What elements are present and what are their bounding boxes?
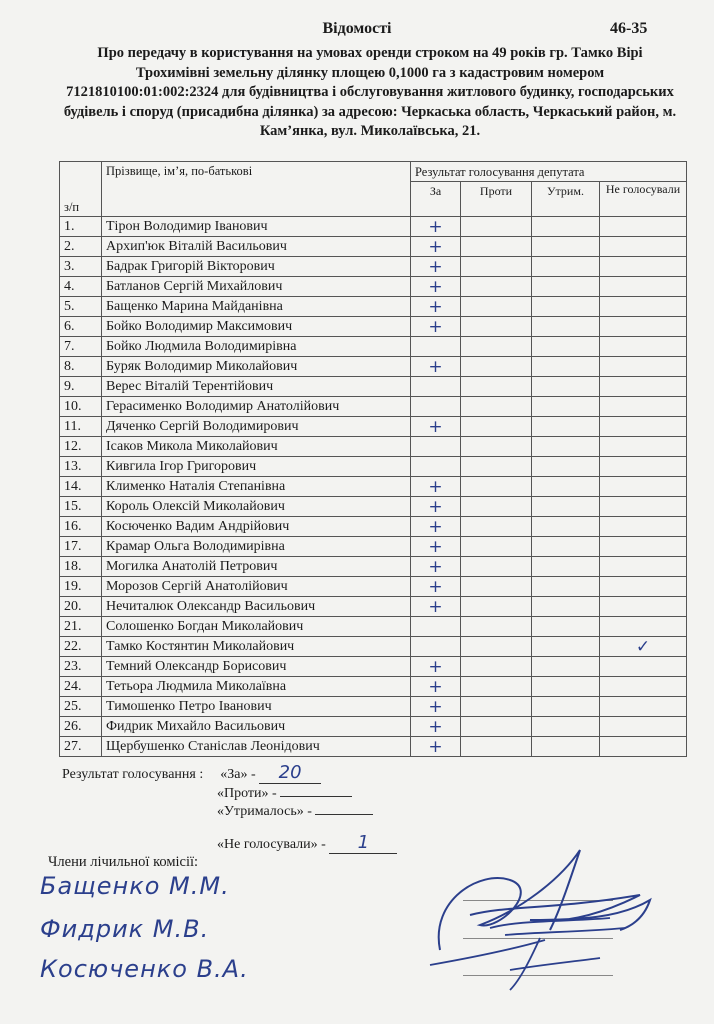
results-abstain-label: «Утрималось» - (217, 804, 312, 819)
vote-abstain-cell (532, 577, 600, 597)
table-row (60, 297, 687, 317)
row-number: 20. (60, 597, 102, 617)
vote-against-cell (461, 517, 532, 537)
vote-abstain-cell (532, 657, 600, 677)
vote-notvoted-cell (600, 237, 687, 257)
vote-against-cell (461, 597, 532, 617)
vote-for-cell (411, 617, 461, 637)
vote-for-cell: + (411, 217, 461, 237)
vote-for-cell: + (411, 737, 461, 757)
results-for-value: 20 (278, 762, 302, 783)
table-row (60, 277, 687, 297)
row-number: 27. (60, 737, 102, 757)
row-name: Герасименко Володимир Анатолійович (102, 397, 411, 417)
row-name: Морозов Сергій Анатолійович (102, 577, 411, 597)
vote-for-cell (411, 437, 461, 457)
row-number: 26. (60, 717, 102, 737)
results-line-for (62, 762, 321, 784)
vote-for-cell: + (411, 357, 461, 377)
row-name: Король Олексій Миколайович (102, 497, 411, 517)
row-number: 2. (60, 237, 102, 257)
table-row (60, 397, 687, 417)
table-row (60, 237, 687, 257)
row-name: Тимошенко Петро Іванович (102, 697, 411, 717)
vote-abstain-cell (532, 237, 600, 257)
vote-notvoted-cell (600, 437, 687, 457)
header-for: За (411, 182, 461, 217)
row-number: 22. (60, 637, 102, 657)
vote-against-cell (461, 697, 532, 717)
table-row (60, 537, 687, 557)
vote-against-cell (461, 357, 532, 377)
vote-for-cell (411, 457, 461, 477)
vote-abstain-cell (532, 477, 600, 497)
results-notvoted-value: 1 (357, 832, 370, 853)
row-name: Дяченко Сергій Володимирович (102, 417, 411, 437)
vote-notvoted-cell (600, 657, 687, 677)
vote-abstain-cell (532, 537, 600, 557)
table-row (60, 377, 687, 397)
doc-subtitle: Про передачу в користування на умовах оренди строком на 49 років гр. Тамко Вірі Трохимівні земельну ділянку площею 0,1000 га з кадастровим номером 7121810100:01:002:2324 для будівництва і обслуговування житлового будинку, господарських будівель і споруд (присадибна ділянка) за адресою: Черкаська область, Черкаський район, м. Кам’янка, вул. Миколаївська, 21. (63, 45, 677, 139)
vote-for-cell: + (411, 297, 461, 317)
table-row (60, 637, 687, 657)
vote-abstain-cell (532, 217, 600, 237)
row-number: 10. (60, 397, 102, 417)
vote-for-cell (411, 397, 461, 417)
row-name: Бащенко Марина Майданівна (102, 297, 411, 317)
vote-notvoted-cell (600, 397, 687, 417)
table-row (60, 457, 687, 477)
vote-for-cell: + (411, 577, 461, 597)
row-number: 5. (60, 297, 102, 317)
vote-abstain-cell (532, 377, 600, 397)
vote-abstain-cell (532, 437, 600, 457)
vote-against-cell (461, 437, 532, 457)
row-name: Темний Олександр Борисович (102, 657, 411, 677)
vote-abstain-cell (532, 337, 600, 357)
vote-for-cell (411, 637, 461, 657)
header-result: Результат голосування депутата (411, 162, 687, 182)
row-name: Тетьора Людмила Миколаївна (102, 677, 411, 697)
table-row (60, 717, 687, 737)
row-number: 3. (60, 257, 102, 277)
row-name: Кивгила Ігор Григорович (102, 457, 411, 477)
vote-notvoted-cell (600, 517, 687, 537)
row-number: 19. (60, 577, 102, 597)
row-name: Бойко Володимир Максимович (102, 317, 411, 337)
table-row (60, 597, 687, 617)
vote-for-cell: + (411, 677, 461, 697)
row-number: 18. (60, 557, 102, 577)
vote-notvoted-cell (600, 477, 687, 497)
row-number: 15. (60, 497, 102, 517)
results-line-against (217, 782, 352, 802)
results-notvoted-blank (329, 832, 397, 854)
commission-signature-3: Косюченко В.А. (40, 955, 249, 983)
row-number: 12. (60, 437, 102, 457)
table-row (60, 697, 687, 717)
row-number: 9. (60, 377, 102, 397)
vote-abstain-cell (532, 417, 600, 437)
doc-number: 46-35 (610, 20, 648, 37)
vote-against-cell (461, 577, 532, 597)
results-line-notvoted (217, 832, 397, 854)
vote-against-cell (461, 377, 532, 397)
table-row (60, 337, 687, 357)
vote-notvoted-cell (600, 257, 687, 277)
row-name: Крамар Ольга Володимирівна (102, 537, 411, 557)
vote-abstain-cell (532, 637, 600, 657)
vote-abstain-cell (532, 457, 600, 477)
results-notvoted-label: «Не голосували» - (217, 837, 326, 852)
commission-signature-2: Фидрик М.В. (40, 915, 210, 943)
vote-abstain-cell (532, 677, 600, 697)
vote-against-cell (461, 477, 532, 497)
header-name: Прізвище, ім’я, по-батькові (102, 162, 411, 217)
table-row (60, 257, 687, 277)
row-name: Батланов Сергій Михайлович (102, 277, 411, 297)
vote-notvoted-cell (600, 337, 687, 357)
vote-abstain-cell (532, 397, 600, 417)
row-number: 17. (60, 537, 102, 557)
row-number: 7. (60, 337, 102, 357)
table-row (60, 497, 687, 517)
row-number: 23. (60, 657, 102, 677)
vote-for-cell: + (411, 717, 461, 737)
vote-against-cell (461, 297, 532, 317)
vote-for-cell: + (411, 557, 461, 577)
results-abstain-blank (315, 800, 373, 815)
vote-notvoted-cell (600, 497, 687, 517)
vote-abstain-cell (532, 277, 600, 297)
vote-notvoted-cell (600, 697, 687, 717)
vote-against-cell (461, 337, 532, 357)
row-name: Бадрак Григорій Вікторович (102, 257, 411, 277)
row-number: 21. (60, 617, 102, 637)
row-name: Нечиталюк Олександр Васильович (102, 597, 411, 617)
row-name: Солошенко Богдан Миколайович (102, 617, 411, 637)
vote-against-cell (461, 457, 532, 477)
row-number: 13. (60, 457, 102, 477)
vote-notvoted-cell (600, 277, 687, 297)
row-name: Бойко Людмила Володимирівна (102, 337, 411, 357)
vote-notvoted-cell (600, 597, 687, 617)
vote-for-cell: + (411, 657, 461, 677)
table-row (60, 357, 687, 377)
vote-against-cell (461, 317, 532, 337)
votes-table-body (60, 217, 687, 757)
vote-against-cell (461, 497, 532, 517)
vote-notvoted-cell (600, 617, 687, 637)
row-number: 24. (60, 677, 102, 697)
vote-notvoted-cell (600, 377, 687, 397)
vote-abstain-cell (532, 617, 600, 637)
row-number: 8. (60, 357, 102, 377)
vote-notvoted-cell (600, 217, 687, 237)
results-for-label: «За» - (220, 767, 256, 782)
table-row (60, 217, 687, 237)
vote-for-cell: + (411, 517, 461, 537)
header-num: з/п (60, 162, 102, 217)
vote-for-cell (411, 377, 461, 397)
table-row (60, 317, 687, 337)
vote-for-cell: + (411, 317, 461, 337)
vote-for-cell (411, 337, 461, 357)
vote-abstain-cell (532, 517, 600, 537)
row-number: 11. (60, 417, 102, 437)
table-row (60, 417, 687, 437)
vote-against-cell (461, 417, 532, 437)
row-number: 16. (60, 517, 102, 537)
table-row (60, 737, 687, 757)
vote-against-cell (461, 277, 532, 297)
row-number: 4. (60, 277, 102, 297)
vote-against-cell (461, 557, 532, 577)
row-name: Могилка Анатолій Петрович (102, 557, 411, 577)
table-row (60, 477, 687, 497)
vote-notvoted-cell (600, 297, 687, 317)
results-for-blank (259, 762, 321, 784)
row-name: Буряк Володимир Миколайович (102, 357, 411, 377)
vote-notvoted-cell (600, 737, 687, 757)
header-against: Проти (461, 182, 532, 217)
row-name: Косюченко Вадим Андрійович (102, 517, 411, 537)
vote-abstain-cell (532, 497, 600, 517)
row-number: 14. (60, 477, 102, 497)
vote-notvoted-cell (600, 457, 687, 477)
votes-table (59, 161, 687, 757)
vote-abstain-cell (532, 697, 600, 717)
vote-notvoted-cell (600, 317, 687, 337)
row-name: Тірон Володимир Іванович (102, 217, 411, 237)
vote-abstain-cell (532, 737, 600, 757)
table-row (60, 577, 687, 597)
results-label: Результат голосування : (62, 767, 204, 782)
vote-against-cell (461, 397, 532, 417)
results-line-abstain (217, 800, 373, 820)
commission-signature-1: Бащенко М.М. (40, 872, 230, 900)
vote-against-cell (461, 537, 532, 557)
vote-notvoted-cell (600, 417, 687, 437)
vote-abstain-cell (532, 717, 600, 737)
vote-abstain-cell (532, 357, 600, 377)
table-row (60, 617, 687, 637)
vote-for-cell: + (411, 277, 461, 297)
vote-for-cell: + (411, 697, 461, 717)
vote-abstain-cell (532, 317, 600, 337)
table-row (60, 437, 687, 457)
header-abstain: Утрим. (532, 182, 600, 217)
vote-abstain-cell (532, 257, 600, 277)
vote-notvoted-cell (600, 557, 687, 577)
vote-for-cell: + (411, 497, 461, 517)
vote-against-cell (461, 637, 532, 657)
commission-label: Члени лічильної комісії: (48, 854, 199, 870)
table-row (60, 657, 687, 677)
vote-against-cell (461, 217, 532, 237)
vote-abstain-cell (532, 557, 600, 577)
vote-notvoted-cell (600, 717, 687, 737)
vote-notvoted-cell (600, 537, 687, 557)
vote-notvoted-cell (600, 577, 687, 597)
row-name: Ісаков Микола Миколайович (102, 437, 411, 457)
table-row (60, 557, 687, 577)
row-name: Тамко Костянтин Миколайович (102, 637, 411, 657)
vote-against-cell (461, 617, 532, 637)
row-name: Фидрик Михайло Васильович (102, 717, 411, 737)
vote-for-cell: + (411, 537, 461, 557)
chairman-signature-drawing (410, 840, 670, 1000)
row-name: Щербушенко Станіслав Леонідович (102, 737, 411, 757)
row-name: Верес Віталій Терентійович (102, 377, 411, 397)
vote-for-cell: + (411, 597, 461, 617)
header-notvoted: Не голосували (600, 182, 687, 217)
results-against-label: «Проти» - (217, 786, 277, 801)
table-row (60, 517, 687, 537)
doc-title: Відомості (322, 20, 392, 37)
vote-for-cell: + (411, 237, 461, 257)
vote-notvoted-cell (600, 357, 687, 377)
vote-against-cell (461, 677, 532, 697)
vote-notvoted-cell: ✓ (600, 637, 687, 657)
vote-notvoted-cell (600, 677, 687, 697)
results-against-blank (280, 782, 352, 797)
vote-for-cell: + (411, 417, 461, 437)
row-number: 1. (60, 217, 102, 237)
vote-abstain-cell (532, 297, 600, 317)
row-name: Клименко Наталія Степанівна (102, 477, 411, 497)
vote-against-cell (461, 657, 532, 677)
row-number: 25. (60, 697, 102, 717)
vote-against-cell (461, 717, 532, 737)
vote-for-cell: + (411, 477, 461, 497)
row-name: Архип'юк Віталій Васильович (102, 237, 411, 257)
vote-against-cell (461, 737, 532, 757)
vote-against-cell (461, 257, 532, 277)
row-number: 6. (60, 317, 102, 337)
vote-against-cell (461, 237, 532, 257)
vote-abstain-cell (532, 597, 600, 617)
vote-for-cell: + (411, 257, 461, 277)
table-row (60, 677, 687, 697)
